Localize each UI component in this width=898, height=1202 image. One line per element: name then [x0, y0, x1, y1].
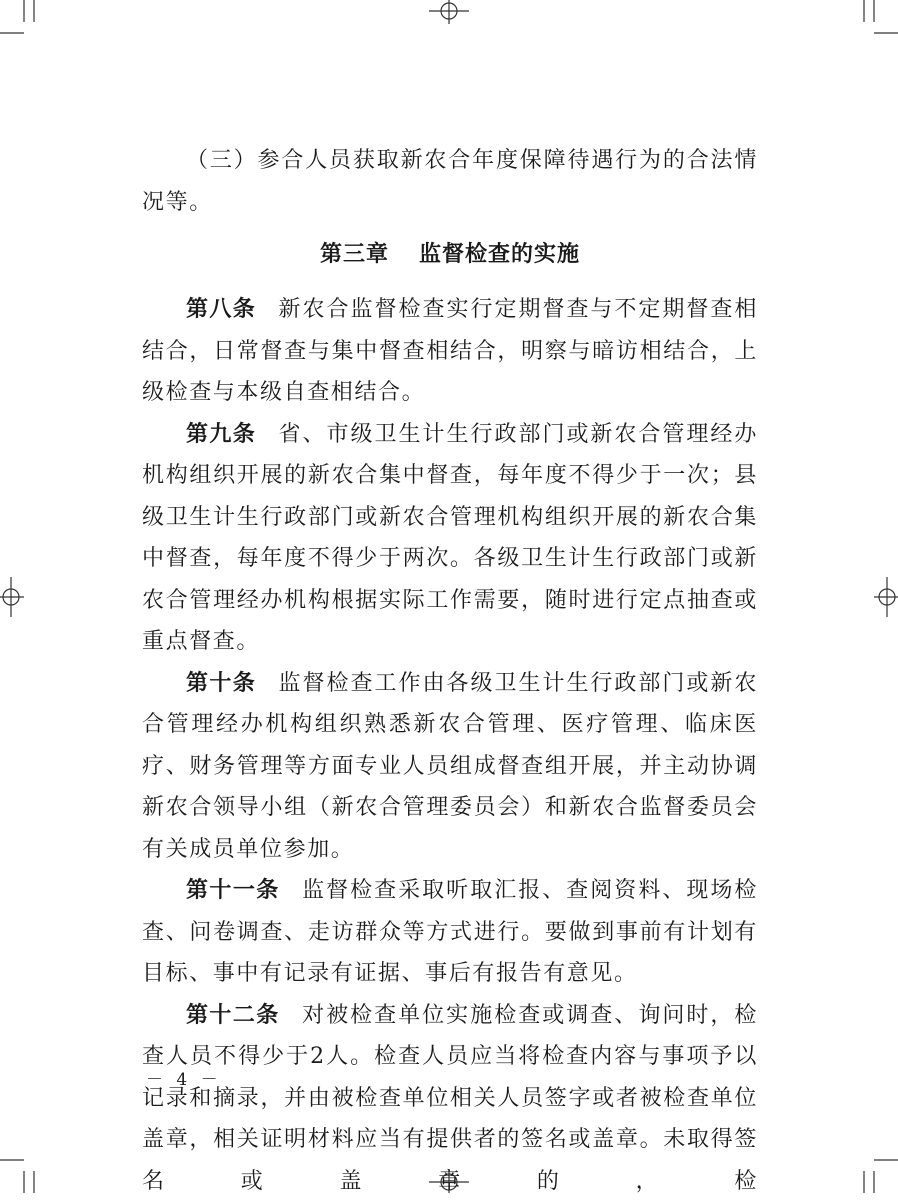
article-label: 第十二条	[186, 1003, 280, 1028]
crop-mark-bottom-left	[0, 1160, 34, 1193]
intro-line: （三）参合人员获取新农合年度保障待遇行为的合法情况等。	[142, 140, 758, 223]
article-8	[142, 289, 758, 414]
article-text: 省、市级卫生计生行政部门或新农合管理经办机构组织开展的新农合集中督查，每年度不得少于一次；县级卫生计生行政部门或新农合管理机构组织开展的新农合集中督查，每年度不得少于两次。各级卫生计生行政部门或新农合管理经办机构根据实际工作需要，随时进行定点抽查或重点督查。	[142, 422, 758, 655]
article-text: 监督检查工作由各级卫生计生行政部门或新农合管理经办机构组织熟悉新农合管理、医疗管理、临床医疗、财务管理等方面专业人员组成督查组开展，并主动协调新农合领导小组（新农合管理委员会）和新农合监督委员会有关成员单位参加。	[142, 671, 758, 862]
page-number: － 4 －	[146, 1065, 222, 1090]
crop-mark-top-right	[864, 0, 898, 33]
article-label: 第十条	[186, 671, 256, 696]
registration-mark-left	[0, 577, 24, 617]
registration-mark-right	[874, 577, 898, 617]
crop-mark-bottom-right	[864, 1160, 898, 1193]
chapter-heading	[142, 235, 758, 275]
article-9	[142, 414, 758, 663]
article-label: 第八条	[186, 297, 256, 322]
article-12	[142, 995, 758, 1202]
article-label: 第十一条	[186, 878, 280, 903]
crop-mark-top-left	[0, 0, 34, 33]
article-text: 监督检查采取听取汇报、查阅资料、现场检查、问卷调查、走访群众等方式进行。要做到事前有计划有目标、事中有记录有证据、事后有报告有意见。	[142, 878, 758, 986]
article-text: 新农合监督检查实行定期督查与不定期督查相结合，日常督查与集中督查相结合，明察与暗访相结合，上级检查与本级自查相结合。	[142, 297, 758, 405]
article-10	[142, 663, 758, 871]
chapter-title: 监督检查的实施	[419, 242, 580, 267]
chapter-number: 第三章	[320, 242, 389, 267]
registration-mark-top	[429, 0, 469, 24]
document-body	[142, 140, 758, 1202]
article-text: 对被检查单位实施检查或调查、询问时，检查人员不得少于2人。检查人员应当将检查内容与事项予以记录和摘录，并由被检查单位相关人员签字或者被检查单位盖章，相关证明材料应当有提供者的签名或盖章。未取得签名或盖章的，检	[142, 1003, 758, 1194]
article-label: 第九条	[186, 422, 256, 447]
article-11	[142, 870, 758, 995]
